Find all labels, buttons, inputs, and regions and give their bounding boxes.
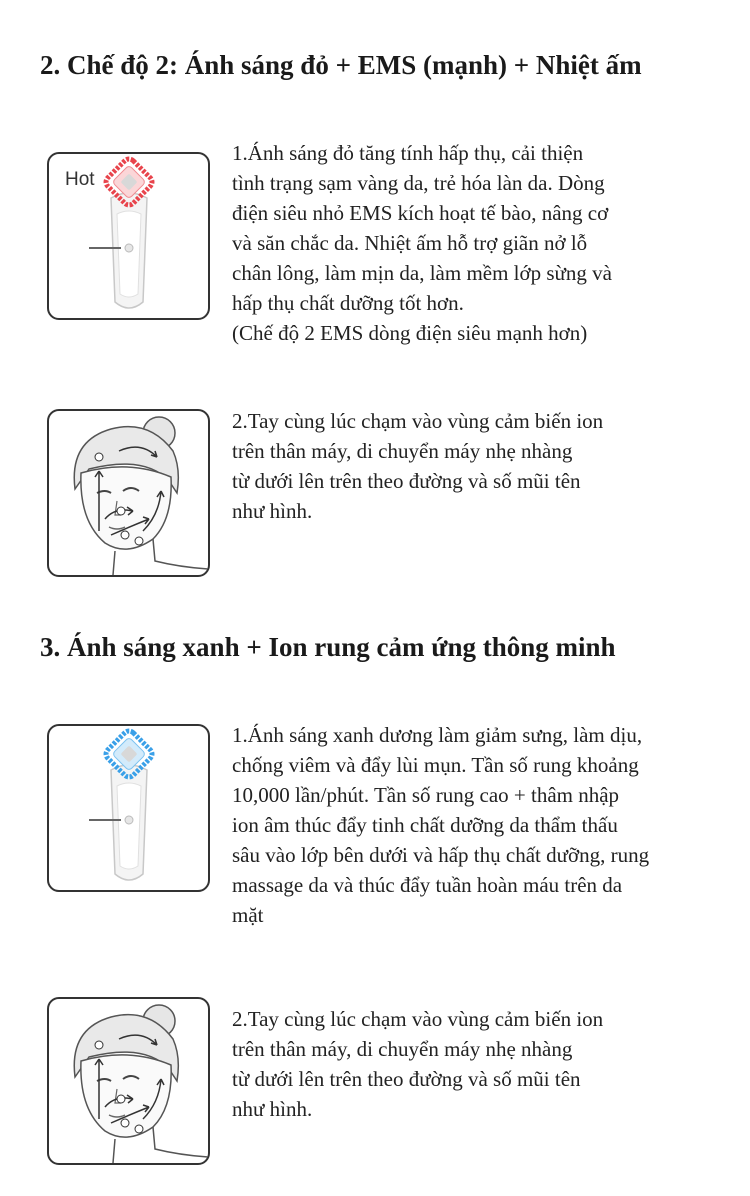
text-line: tình trạng sạm vàng da, trẻ hóa làn da. Dòng <box>232 171 605 195</box>
text-line: 1.Ánh sáng xanh dương làm giảm sưng, làm dịu, <box>232 723 643 747</box>
text-line: từ dưới lên trên theo đường và số mũi tên <box>232 1067 581 1091</box>
device-red-light-icon <box>49 154 208 318</box>
text-line: trên thân máy, di chuyển máy nhẹ nhàng <box>232 1037 573 1061</box>
section-3-heading: 3. Ánh sáng xanh + Ion rung cảm ứng thông minh <box>40 632 616 662</box>
section-3-step-2-text <box>232 1004 603 1124</box>
text-line: như hình. <box>232 499 313 523</box>
text-line: điện siêu nhỏ EMS kích hoạt tế bào, nâng cơ <box>232 201 609 225</box>
text-line: sâu vào lớp bên dưới và hấp thụ chất dưỡng, rung <box>232 843 650 867</box>
section-3-step-1-text <box>232 720 649 930</box>
section-2-heading: 2. Chế độ 2: Ánh sáng đỏ + EMS (mạnh) + Nhiệt ấm <box>40 50 642 80</box>
text-line: 2.Tay cùng lúc chạm vào vùng cảm biến ion <box>232 1007 604 1031</box>
text-line: từ dưới lên trên theo đường và số mũi tên <box>232 469 581 493</box>
text-line: 2.Tay cùng lúc chạm vào vùng cảm biến ion <box>232 409 604 433</box>
text-line: và săn chắc da. Nhiệt ấm hỗ trợ giãn nở lỗ <box>232 231 588 255</box>
device-blue-light-icon <box>49 726 208 890</box>
face-massage-image <box>47 997 210 1165</box>
text-line: trên thân máy, di chuyển máy nhẹ nhàng <box>232 439 573 463</box>
text-line: như hình. <box>232 1097 313 1121</box>
text-line: hấp thụ chất dưỡng tốt hơn. <box>232 291 464 315</box>
hot-label: Hot <box>65 169 95 190</box>
device-red-light-image <box>47 152 210 320</box>
section-2-step-1-text <box>232 138 612 348</box>
face-massage-diagram-icon <box>49 999 208 1163</box>
text-line: mặt <box>232 903 264 927</box>
device-blue-light-image <box>47 724 210 892</box>
face-massage-image <box>47 409 210 577</box>
text-line: ion âm thúc đẩy tinh chất dưỡng da thẩm thấu <box>232 813 618 837</box>
face-massage-diagram-icon <box>49 411 208 575</box>
text-line: 10,000 lần/phút. Tần số rung cao + thâm nhập <box>232 783 620 807</box>
section-2-step-2-text <box>232 406 603 526</box>
text-line: chống viêm và đẩy lùi mụn. Tần số rung khoảng <box>232 753 639 777</box>
text-line: 1.Ánh sáng đỏ tăng tính hấp thụ, cải thiện <box>232 141 584 165</box>
text-line: (Chế độ 2 EMS dòng điện siêu mạnh hơn) <box>232 321 588 345</box>
text-line: massage da và thúc đẩy tuần hoàn máu trên da <box>232 873 623 897</box>
text-line: chân lông, làm mịn da, làm mềm lớp sừng và <box>232 261 612 285</box>
